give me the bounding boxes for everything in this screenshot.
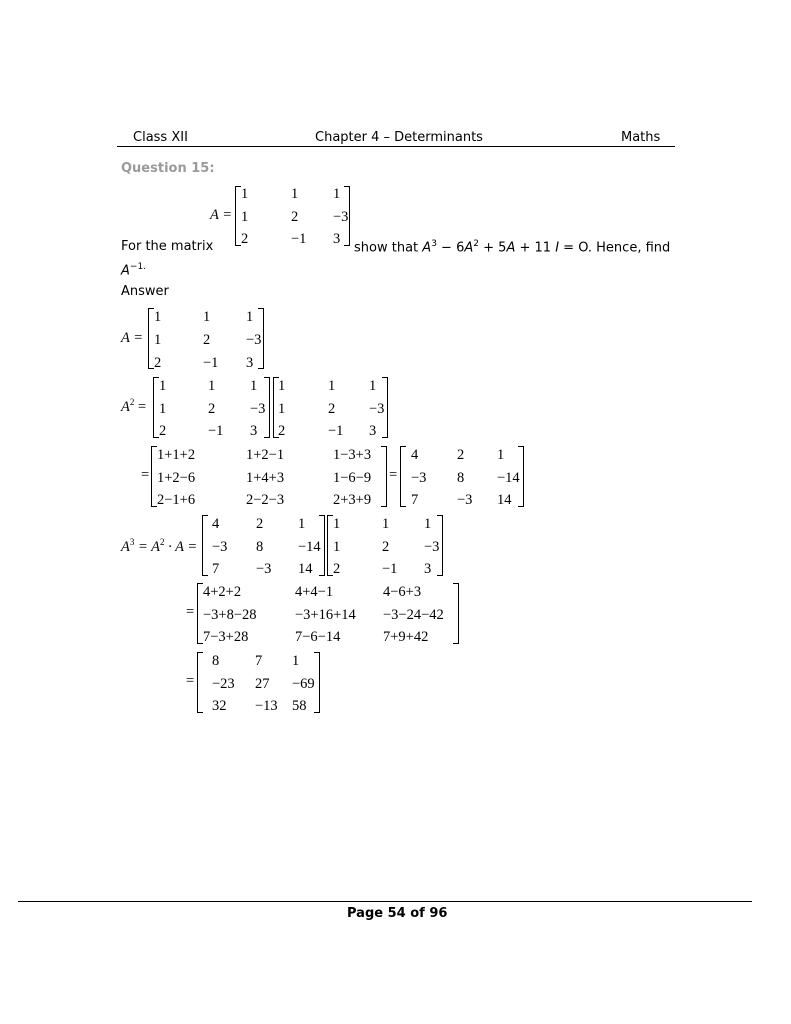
eq-d: + 5 bbox=[479, 240, 507, 256]
matrix-cell: 1−6−9 bbox=[333, 470, 372, 486]
matrix-cell: −1 bbox=[328, 423, 344, 439]
a3-tail: · A = bbox=[164, 538, 198, 555]
matrix-cell: 2 bbox=[256, 516, 264, 532]
footer-rule bbox=[18, 901, 752, 902]
matrix-cell: 7 bbox=[212, 561, 220, 577]
matrix-cell: 7−6−14 bbox=[295, 629, 341, 645]
question-label: Question 15: bbox=[121, 161, 215, 176]
a3-base: A bbox=[121, 538, 130, 555]
matrix-cell: 1 bbox=[159, 378, 167, 394]
matrix-cell: 1 bbox=[298, 516, 306, 532]
matrix-cell: 4+4−1 bbox=[295, 584, 334, 600]
matrix-cell: 1 bbox=[154, 332, 162, 348]
eq-exp2: 2 bbox=[473, 239, 479, 249]
matrix-cell: 1 bbox=[333, 539, 341, 555]
eq-c: A bbox=[464, 240, 474, 256]
eq-h: = O. Hence, find bbox=[559, 240, 671, 256]
matrix-cell: 3 bbox=[250, 423, 258, 439]
matrix-cell: −3 bbox=[424, 539, 440, 555]
header-rule bbox=[117, 146, 675, 147]
matrix-cell: 2 bbox=[241, 231, 249, 247]
matrix-cell: 2 bbox=[333, 561, 341, 577]
a3-mid: = A bbox=[134, 538, 160, 555]
matrix-cell: −1 bbox=[291, 231, 307, 247]
matrix-cell: 1 bbox=[497, 447, 505, 463]
a2-expanded-eq: = bbox=[141, 467, 150, 483]
matrix-cell: 1 bbox=[291, 186, 299, 202]
matrix-cell: 1 bbox=[369, 378, 377, 394]
inverse-exp: −1. bbox=[129, 262, 147, 272]
header-subject: Maths bbox=[621, 130, 661, 145]
eq-a: A bbox=[422, 240, 432, 256]
matrix-cell: 27 bbox=[255, 676, 270, 692]
matrix-cell: 1 bbox=[292, 653, 300, 669]
matrix-cell: 7+9+42 bbox=[383, 629, 429, 645]
matrix-cell: −69 bbox=[292, 676, 315, 692]
matrix-cell: 1 bbox=[424, 516, 432, 532]
matrix-cell: 8 bbox=[457, 470, 465, 486]
matrix-cell: 3 bbox=[369, 423, 377, 439]
matrix-cell: 2−1+6 bbox=[157, 492, 196, 508]
matrix-cell: 4 bbox=[411, 447, 419, 463]
matrix-cell: 1 bbox=[208, 378, 216, 394]
a2-result-eq: = bbox=[389, 467, 398, 483]
matrix-cell: −14 bbox=[497, 470, 520, 486]
matrix-cell: 3 bbox=[246, 355, 254, 371]
a2-base: A bbox=[121, 398, 130, 415]
matrix-cell: −3 bbox=[333, 209, 349, 225]
matrix-cell: 3 bbox=[333, 231, 341, 247]
matrix-cell: 1 bbox=[241, 209, 249, 225]
matrix-cell: 1 bbox=[333, 516, 341, 532]
matrix-cell: 2 bbox=[154, 355, 162, 371]
matrix-cell: 14 bbox=[298, 561, 313, 577]
matrix-cell: 1+2−6 bbox=[157, 470, 196, 486]
question-matrix-label bbox=[210, 207, 232, 224]
matrix-cell: 1 bbox=[382, 516, 390, 532]
matrix-cell: 1 bbox=[333, 186, 341, 202]
a3-label bbox=[121, 537, 197, 556]
matrix-cell: 1+2−1 bbox=[246, 447, 285, 463]
matrix-cell: −13 bbox=[255, 698, 278, 714]
matrix-cell: 2 bbox=[382, 539, 390, 555]
header-chapter: Chapter 4 – Determinants bbox=[315, 130, 483, 145]
matrix-cell: 1 bbox=[241, 186, 249, 202]
inverse-base: A bbox=[121, 263, 130, 279]
matrix-cell: 2 bbox=[203, 332, 211, 348]
matrix-cell: 1−3+3 bbox=[333, 447, 372, 463]
matrix-cell: 2 bbox=[159, 423, 167, 439]
question-text bbox=[354, 239, 670, 255]
matrix-cell: 58 bbox=[292, 698, 307, 714]
matrix-cell: −3 bbox=[256, 561, 272, 577]
matrix-cell: 1+1+2 bbox=[157, 447, 196, 463]
matrix-cell: 4+2+2 bbox=[203, 584, 242, 600]
a2-tail: = bbox=[134, 398, 147, 415]
matrix-cell: 2 bbox=[291, 209, 299, 225]
matrix-cell: −3−24−42 bbox=[383, 607, 444, 623]
matrix-cell: 1+4+3 bbox=[246, 470, 285, 486]
matrix-cell: 2 bbox=[278, 423, 286, 439]
eq-f: + 11 bbox=[515, 240, 556, 256]
a3-sup2: 2 bbox=[160, 537, 165, 547]
matrix-cell: −23 bbox=[212, 676, 235, 692]
matrix-cell: −3+8−28 bbox=[203, 607, 257, 623]
matrix-cell: −3 bbox=[411, 470, 427, 486]
matrix-cell: −3+16+14 bbox=[295, 607, 356, 623]
matrix-cell: 2 bbox=[208, 401, 216, 417]
matrix-cell: −1 bbox=[382, 561, 398, 577]
answer-label: Answer bbox=[121, 284, 169, 299]
matrix-cell: 2 bbox=[457, 447, 465, 463]
matrix-cell: −3 bbox=[246, 332, 262, 348]
a3-sup: 3 bbox=[129, 537, 135, 547]
question-text-mid: show that bbox=[354, 240, 419, 256]
matrix-cell: 8 bbox=[256, 539, 264, 555]
matrix-cell: −3 bbox=[457, 492, 473, 508]
a2e-right-bracket bbox=[381, 446, 387, 507]
eq-exp3: 3 bbox=[431, 239, 437, 249]
matrix-cell: −3 bbox=[369, 401, 385, 417]
header-class: Class XII bbox=[133, 130, 188, 145]
eq-g: I bbox=[555, 240, 560, 256]
eq-b: − 6 bbox=[436, 240, 465, 256]
matrix-cell: 32 bbox=[212, 698, 227, 714]
answer-a-label bbox=[121, 330, 143, 347]
a2r-left-bracket bbox=[400, 446, 406, 507]
a3e-right-bracket bbox=[453, 583, 459, 644]
a3-expanded-eq: = bbox=[186, 604, 195, 620]
question-text-prefix: For the matrix bbox=[121, 239, 214, 254]
matrix-cell: 2−2−3 bbox=[246, 492, 285, 508]
matrix-cell: 8 bbox=[212, 653, 220, 669]
a3r-left-bracket bbox=[197, 652, 203, 713]
matrix-cell: 1 bbox=[278, 401, 286, 417]
matrix-cell: −3 bbox=[212, 539, 228, 555]
a3-result-eq: = bbox=[186, 673, 195, 689]
matrix-cell: 1 bbox=[159, 401, 167, 417]
matrix-cell: 1 bbox=[328, 378, 336, 394]
matrix-cell: 7 bbox=[255, 653, 263, 669]
matrix-cell: −1 bbox=[208, 423, 224, 439]
matrix-cell: 14 bbox=[497, 492, 512, 508]
matrix-cell: 1 bbox=[203, 309, 211, 325]
matrix-cell: 7 bbox=[411, 492, 419, 508]
a2-sup: 2 bbox=[129, 397, 135, 407]
question-a-eq: A = bbox=[210, 207, 233, 223]
a3r-right-bracket bbox=[314, 652, 320, 713]
matrix-cell: 7−3+28 bbox=[203, 629, 249, 645]
matrix-cell: −14 bbox=[298, 539, 321, 555]
answer-a-eq: A = bbox=[121, 330, 144, 346]
matrix-cell: −1 bbox=[203, 355, 219, 371]
question-inverse bbox=[121, 262, 146, 278]
matrix-cell: 1 bbox=[246, 309, 254, 325]
matrix-cell: 2+3+9 bbox=[333, 492, 372, 508]
eq-e: A bbox=[506, 240, 516, 256]
matrix-cell: 2 bbox=[328, 401, 336, 417]
a2-label bbox=[121, 397, 146, 416]
footer-page: Page 54 of 96 bbox=[347, 906, 448, 921]
matrix-cell: 1 bbox=[250, 378, 258, 394]
matrix-cell: 1 bbox=[278, 378, 286, 394]
matrix-cell: −3 bbox=[250, 401, 266, 417]
matrix-cell: 3 bbox=[424, 561, 432, 577]
matrix-cell: 4 bbox=[212, 516, 220, 532]
a3-m1-left-bracket bbox=[202, 515, 208, 576]
matrix-cell: 1 bbox=[154, 309, 162, 325]
matrix-cell: 4−6+3 bbox=[383, 584, 422, 600]
